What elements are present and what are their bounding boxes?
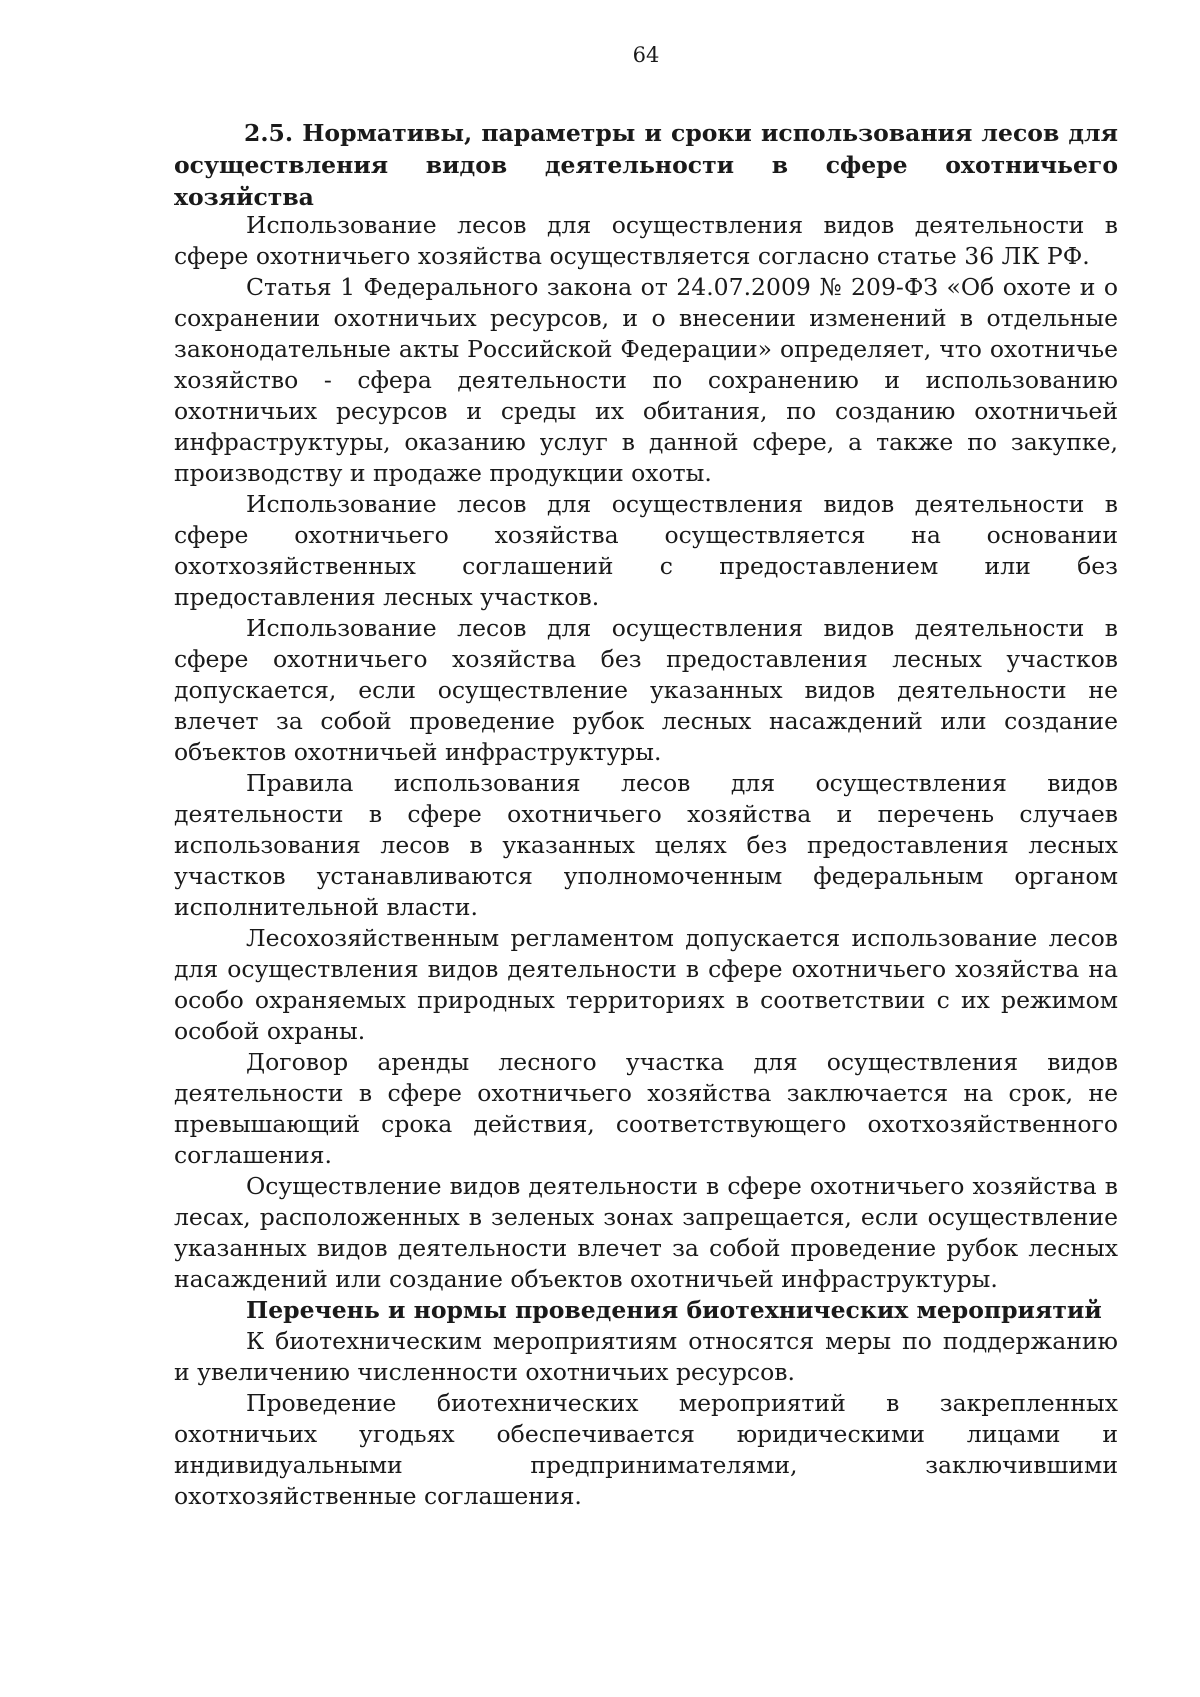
- paragraph: К биотехническим мероприятиям относятся меры по поддержанию и увеличению численности охотничьих ресурсов.: [174, 1327, 1118, 1386]
- paragraph: Статья 1 Федерального закона от 24.07.2009 № 209-ФЗ «Об охоте и о сохранении охотничьих ресурсов, и о внесении изменений в отдельные законодательные акты Российской Федерации» определяет, что охотничье хозяйство - сфера деятельности по сохранению и использованию охотничьих ресурсов и среды их обитания, по созданию охотничьей инфраструктуры, оказанию услуг в данной сфере, а также по закупке, производству и продаже продукции охоты.: [174, 273, 1118, 487]
- paragraph: Использование лесов для осуществления видов деятельности в сфере охотничьего хозяйства осуществляется на основании охотхозяйственных соглашений с предоставлением или без предоставления лесных участков.: [174, 490, 1118, 611]
- paragraph: Осуществление видов деятельности в сфере охотничьего хозяйства в лесах, расположенных в зеленых зонах запрещается, если осуществление указанных видов деятельности влечет за собой проведение рубок лесных насаждений или создание объектов охотничьей инфраструктуры.: [174, 1172, 1118, 1293]
- paragraph: Использование лесов для осуществления видов деятельности в сфере охотничьего хозяйства без предоставления лесных участков допускается, если осуществление указанных видов деятельности не влечет за собой проведение рубок лесных насаждений или создание объектов охотничьей инфраструктуры.: [174, 614, 1118, 766]
- paragraph: Лесохозяйственным регламентом допускается использование лесов для осуществления видов деятельности в сфере охотничьего хозяйства на особо охраняемых природных территориях в соответствии с их режимом особой охраны.: [174, 924, 1118, 1045]
- document-body: [174, 210, 1118, 1512]
- subsection-title: Перечень и нормы проведения биотехнических мероприятий: [246, 1296, 1102, 1324]
- paragraph: Договор аренды лесного участка для осуществления видов деятельности в сфере охотничьего хозяйства заключается на срок, не превышающий срока действия, соответствующего охотхозяйственного соглашения.: [174, 1048, 1118, 1169]
- paragraph: Проведение биотехнических мероприятий в закрепленных охотничьих угодьях обеспечивается юридическими лицами и индивидуальными предпринимателями, заключившими охотхозяйственные соглашения.: [174, 1389, 1118, 1510]
- paragraph: Использование лесов для осуществления видов деятельности в сфере охотничьего хозяйства осуществляется согласно статье 36 ЛК РФ.: [174, 211, 1118, 270]
- paragraph: Правила использования лесов для осуществления видов деятельности в сфере охотничьего хозяйства и перечень случаев использования лесов в указанных целях без предоставления лесных участков устанавливаются уполномоченным федеральным органом исполнительной власти.: [174, 769, 1118, 921]
- page-number: 64: [632, 43, 660, 67]
- section-title: 2.5. Нормативы, параметры и сроки использования лесов для осуществления видов деятельности в сфере охотничьего хозяйства: [174, 119, 1118, 211]
